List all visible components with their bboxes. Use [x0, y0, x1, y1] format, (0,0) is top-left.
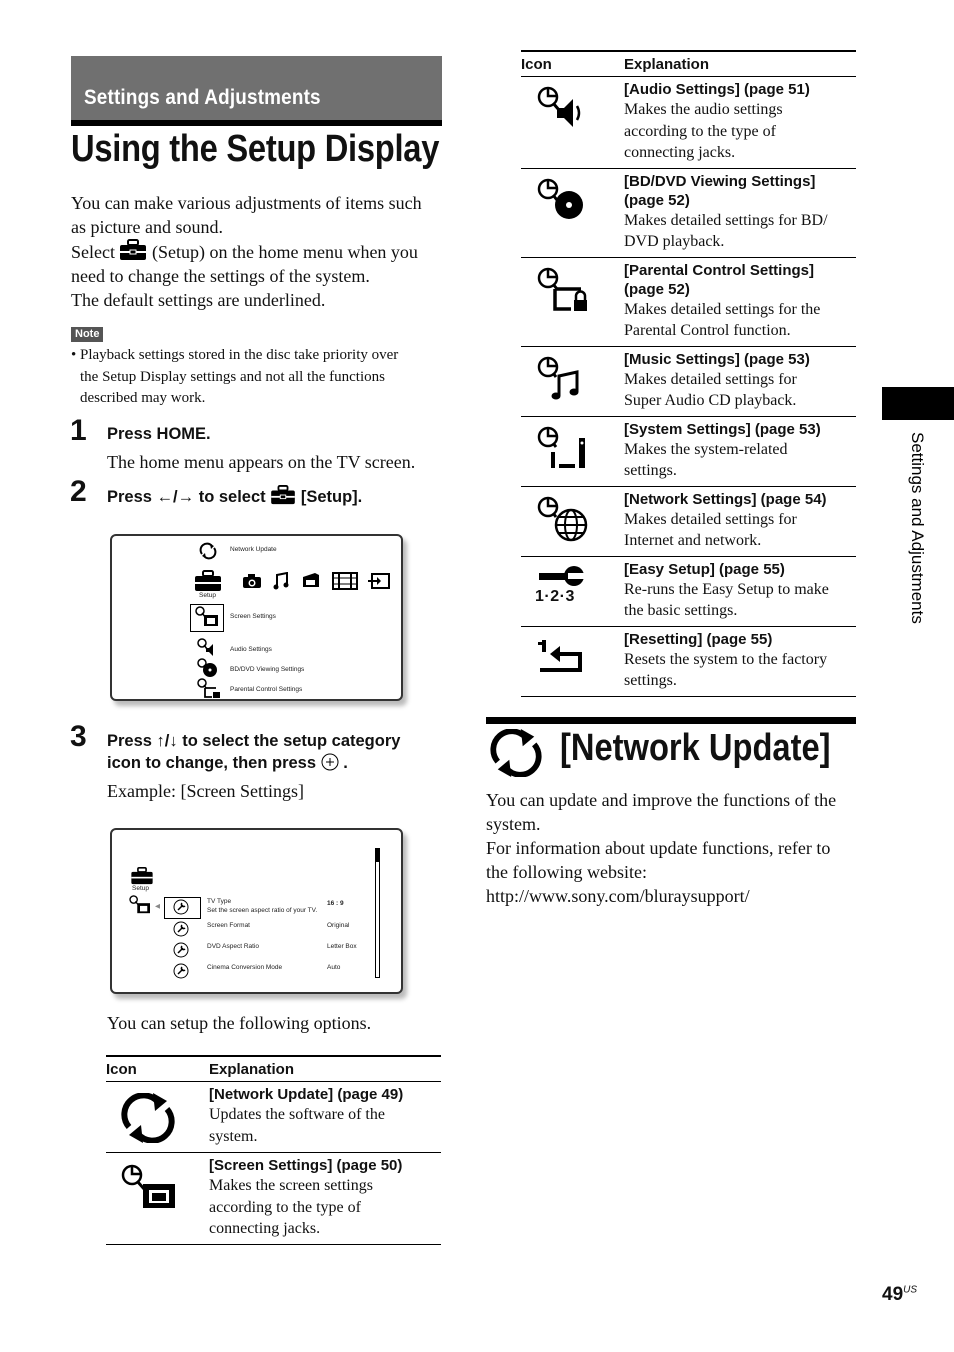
row-description: Makes the screen settings	[209, 1177, 373, 1194]
screen-settings-icon	[128, 895, 152, 915]
paragraph-line: system.	[486, 814, 541, 834]
row-title: [Resetting] (page 55)	[624, 630, 773, 648]
step-heading-text: icon to change, then press	[107, 754, 317, 772]
step-heading-text: Press ←/→ to select	[107, 488, 266, 506]
row-title: [Network Update] (page 49)	[209, 1086, 404, 1103]
film-icon	[332, 572, 358, 590]
video-icon	[301, 571, 321, 589]
row-description: Internet and network.	[624, 532, 762, 549]
table-row	[521, 416, 856, 486]
setting-label: TV Type	[207, 898, 232, 905]
setting-label: Screen Format	[207, 922, 250, 929]
paragraph-line: the following website:	[486, 862, 647, 882]
screen-settings-icon	[121, 1164, 177, 1210]
step-heading-text: [Setup].	[300, 488, 363, 506]
bd-dvd-settings-icon	[196, 658, 218, 678]
network-update-paragraph	[486, 788, 858, 908]
row-description: Makes detailed settings for	[624, 510, 797, 528]
music-settings-icon	[537, 356, 587, 402]
note-line: Playback settings stored in the disc take priority over	[80, 347, 399, 363]
easy-setup-icon	[538, 564, 584, 588]
step-number: 2	[70, 475, 87, 508]
toolbox-icon	[192, 570, 224, 592]
network-settings-icon	[537, 496, 589, 542]
row-description: Resets the system to the factory	[624, 650, 828, 668]
step-body: The home menu appears on the TV screen.	[107, 452, 416, 472]
row-description: Super Audio CD playback.	[624, 392, 797, 409]
step-heading	[107, 730, 400, 774]
row-title: [Parental Control Settings]	[624, 261, 815, 279]
table-row	[521, 626, 856, 696]
wrench-icon	[173, 899, 189, 915]
step-number: 1	[70, 414, 87, 447]
options-intro: You can setup the following options.	[107, 1013, 372, 1033]
row-title: [Screen Settings] (page 50)	[209, 1157, 403, 1174]
audio-settings-icon	[196, 638, 218, 658]
section-banner	[71, 56, 442, 120]
row-description: connecting jacks.	[209, 1220, 321, 1237]
col-header-explanation: Explanation	[624, 51, 856, 77]
col-header-icon: Icon	[521, 51, 624, 77]
setting-label: Cinema Conversion Mode	[207, 964, 283, 971]
table-row	[521, 77, 856, 169]
enter-button-icon	[321, 753, 339, 771]
wrench-icon	[173, 963, 189, 979]
menu-setup-label: Setup	[199, 592, 216, 599]
row-description: system.	[209, 1127, 258, 1145]
toolbox-icon	[130, 867, 154, 885]
menu-parental-settings: Parental Control Settings	[230, 686, 303, 693]
page-number	[882, 1284, 917, 1306]
row-title: [Audio Settings] (page 51)	[624, 81, 810, 98]
row-description: DVD playback.	[624, 233, 725, 250]
side-section-text: Settings and Adjustments	[908, 432, 927, 624]
note-badge: Note	[71, 327, 103, 342]
setting-label: DVD Aspect Ratio	[207, 943, 260, 950]
intro-line	[71, 239, 451, 264]
intro-text: Select	[71, 242, 115, 262]
wrench-icon	[173, 942, 189, 958]
scrollbar-thumb	[375, 848, 380, 862]
row-description: connecting jacks.	[624, 144, 736, 161]
setting-value: Letter Box	[327, 943, 357, 950]
row-description: Makes the audio settings	[624, 101, 783, 118]
table-row	[521, 556, 856, 626]
row-description: the basic settings.	[624, 602, 738, 619]
row-description: Makes detailed settings for BD/	[624, 211, 828, 229]
scrollbar	[375, 848, 380, 978]
row-description: Makes the system-related	[624, 440, 788, 458]
setting-value: 16 : 9	[327, 900, 344, 907]
row-description: Re-runs the Easy Setup to make	[624, 580, 829, 598]
toolbox-icon	[119, 239, 147, 261]
music-icon	[272, 572, 290, 590]
intro-line: The default settings are underlined.	[71, 290, 326, 310]
row-title: [BD/DVD Viewing Settings]	[624, 172, 816, 190]
row-description: according to the type of	[209, 1198, 361, 1216]
photo-icon	[242, 573, 262, 589]
toolbox-icon	[270, 485, 296, 505]
resetting-icon	[536, 638, 586, 674]
page-number-value: 49	[882, 1284, 904, 1305]
network-update-rule	[486, 717, 856, 724]
row-description: Makes detailed settings for the	[624, 300, 821, 318]
parental-control-icon	[537, 267, 589, 313]
menu-audio-settings: Audio Settings	[230, 646, 272, 653]
input-icon	[368, 572, 390, 590]
section-title: Settings and Adjustments	[84, 86, 321, 109]
network-update-icon	[198, 542, 218, 560]
intro-line: need to change the settings of the system.	[71, 266, 370, 286]
network-update-icon	[490, 729, 542, 777]
row-title: (page 52)	[624, 191, 690, 209]
network-update-icon	[121, 1093, 175, 1143]
paragraph-line: You can update and improve the functions of the	[486, 790, 837, 810]
table-row	[521, 346, 856, 416]
screen-settings-screenshot: Setup ◀ TV Type Set the screen aspect ratio of your TV. 16 : 9 Screen Format Original DVD Aspect Ratio Letter Box Cinema Conversion Mode Auto	[110, 828, 403, 994]
setting-description: Set the screen aspect ratio of your TV.	[207, 907, 318, 914]
step-heading	[107, 485, 362, 508]
table-row	[521, 168, 856, 257]
menu-screen-settings: Screen Settings	[230, 613, 276, 620]
setting-value: Auto	[327, 964, 341, 971]
intro-paragraph	[71, 191, 451, 312]
row-title: [Network Settings] (page 54)	[624, 490, 827, 508]
support-url[interactable]: http://www.sony.com/bluraysupport/	[486, 886, 750, 906]
step-body: Example: [Screen Settings]	[107, 781, 304, 801]
row-title: [Easy Setup] (page 55)	[624, 560, 785, 578]
row-description: according to the type of	[624, 122, 776, 140]
home-menu-screenshot	[110, 534, 403, 701]
step-heading-line: Press ↑/↓ to select the setup category	[107, 732, 401, 750]
row-title: [Music Settings] (page 53)	[624, 350, 810, 368]
screen2-setup-label: Setup	[132, 885, 149, 892]
parental-control-icon	[196, 678, 220, 698]
row-title: (page 52)	[624, 280, 690, 298]
col-header-icon: Icon	[106, 1056, 209, 1082]
intro-line: You can make various adjustments of items such	[71, 193, 422, 213]
note-line: the Setup Display settings and not all the functions	[80, 368, 385, 385]
system-settings-icon	[537, 426, 587, 472]
paragraph-line: For information about update functions, refer to	[486, 838, 831, 858]
table-row	[521, 486, 856, 556]
step-heading: Press HOME.	[107, 425, 211, 443]
note-bullet: •	[71, 347, 77, 363]
table-row	[521, 257, 856, 346]
table-row	[106, 1082, 441, 1153]
screen-settings-icon	[194, 606, 220, 628]
row-description: Makes detailed settings for	[624, 370, 797, 388]
wrench-icon	[173, 921, 189, 937]
banner-rule	[71, 120, 442, 126]
page-number-suffix: US	[903, 1284, 918, 1296]
options-table-left	[106, 1055, 441, 1245]
row-description: Parental Control function.	[624, 322, 791, 339]
intro-text: (Setup) on the home menu when you	[151, 242, 418, 262]
intro-line: as picture and sound.	[71, 217, 223, 237]
menu-network-update: Network Update	[230, 546, 277, 553]
page-title: Using the Setup Display	[71, 128, 440, 170]
menu-bd-dvd-settings: BD/DVD Viewing Settings	[230, 666, 305, 673]
bd-dvd-settings-icon	[537, 178, 587, 222]
side-tab-marker	[882, 387, 954, 420]
row-description: Updates the software of the	[209, 1106, 385, 1123]
row-description: settings.	[624, 672, 677, 689]
row-description: settings.	[624, 462, 677, 479]
audio-settings-icon	[537, 86, 587, 130]
side-section-label	[903, 432, 927, 692]
note-text	[71, 345, 443, 410]
options-table-right	[521, 50, 856, 697]
col-header-explanation: Explanation	[209, 1056, 441, 1082]
step-heading-line: icon to change, then press .	[107, 754, 348, 772]
easy-setup-icon-label: 1·2·3	[535, 587, 575, 605]
network-update-title: [Network Update]	[560, 727, 831, 769]
row-title: [System Settings] (page 53)	[624, 420, 821, 438]
setting-value: Original	[327, 922, 350, 929]
table-row	[106, 1153, 441, 1245]
step-number: 3	[70, 720, 87, 753]
note-line: described may work.	[80, 390, 206, 406]
